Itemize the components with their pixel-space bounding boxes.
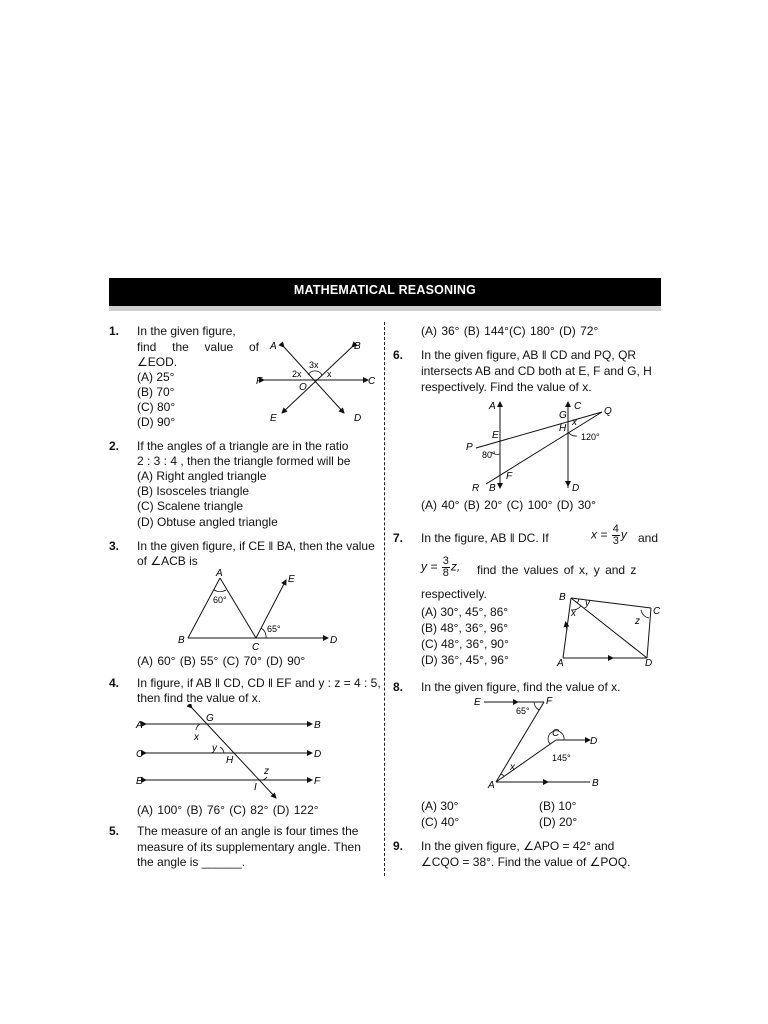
question-1-line-1: In the given figure, (137, 324, 236, 338)
angle-y: y (585, 598, 590, 609)
question-5-number: 5. (109, 824, 120, 838)
question-2-line-1: If the angles of a triangle are in the ratio (137, 439, 349, 453)
question-6-line-1: In the given figure, AB ‖ CD and PQ, QR (421, 348, 637, 362)
question-1-option-a: (A) 25° (137, 370, 175, 384)
label-d: D (330, 635, 338, 646)
angle-65: 65° (516, 706, 530, 716)
angle-z: z (635, 616, 640, 627)
label-g: G (559, 410, 567, 421)
question-4-line-1: In figure, if AB ‖ CD, CD ‖ EF and y : z = 4 : 5, (137, 676, 381, 690)
question-1-line-3: ∠EOD. (137, 355, 178, 369)
label-d: D (314, 749, 322, 760)
angle-z: z (264, 766, 269, 777)
question-7-x-equation (591, 524, 627, 547)
question-7-number: 7. (393, 531, 404, 545)
label-b: B (354, 341, 361, 352)
question-8-option-c: (C) 40° (421, 815, 460, 829)
label-d: D (590, 736, 598, 747)
label-b: B (178, 635, 185, 646)
label-q: Q (604, 406, 612, 417)
section-title: MATHEMATICAL REASONING (293, 283, 477, 297)
banner-shadow (109, 306, 661, 311)
y-equals: y = (421, 559, 438, 574)
label-c: C (653, 606, 661, 617)
y-var: y (620, 527, 627, 542)
label-b: B (489, 483, 496, 494)
question-1-option-c: (C) 80° (137, 400, 176, 414)
label-c: C (368, 376, 376, 387)
label-a: A (557, 658, 564, 668)
question-9-line-1: In the given figure, ∠APO = 42° and (421, 839, 615, 853)
section-banner (109, 278, 661, 306)
question-1-line-2 (137, 340, 259, 355)
word: value (204, 340, 234, 354)
label-d: D (645, 658, 653, 668)
question-6-figure (462, 396, 622, 494)
question-4-line-2: then find the value of x. (137, 691, 262, 705)
question-3-line-2: of ∠ACB is (137, 554, 198, 568)
label-o: O (299, 382, 307, 393)
question-8-option-d: (D) 20° (539, 815, 578, 829)
denominator: 8 (442, 567, 449, 579)
question-7-option-b: (B) 48°, 36°, 96° (421, 621, 509, 635)
question-8-figure (470, 694, 610, 792)
question-9-number: 9. (393, 839, 404, 853)
label-d: D (354, 413, 362, 424)
question-7-figure (545, 590, 665, 668)
question-7-option-a: (A) 30°, 45°, 86° (421, 605, 509, 619)
label-f: F (314, 776, 321, 787)
question-7-line-1: In the figure, AB ‖ DC. If (421, 531, 549, 545)
question-1-number: 1. (109, 324, 120, 338)
question-1-option-b: (B) 70° (137, 385, 175, 399)
question-3-line-1: In the given figure, if CE ‖ BA, then the value (137, 539, 375, 553)
question-5-line-1: The measure of an angle is four times the (137, 824, 359, 838)
label-a: A (270, 341, 277, 352)
question-3-options: (A) 60° (B) 55° (C) 70° (D) 90° (137, 654, 306, 668)
numerator: 3 (442, 555, 449, 567)
label-a: A (488, 780, 495, 791)
question-6-number: 6. (393, 348, 404, 362)
label-f: F (256, 376, 263, 387)
numerator: 4 (612, 523, 619, 535)
question-3-number: 3. (109, 539, 120, 553)
question-5-line-3: the angle is ______. (137, 855, 246, 869)
word: the (172, 340, 189, 354)
question-2-line-2: 2 : 3 : 4 , then the triangle formed will be (137, 454, 351, 468)
question-2-number: 2. (109, 439, 120, 453)
angle-x: x (510, 762, 515, 773)
label-d: D (572, 483, 580, 494)
question-8-line-1: In the given figure, find the value of x. (421, 680, 621, 694)
label-c: C (552, 728, 560, 739)
question-5-line-2: measure of its supplementary angle. Then (137, 840, 361, 854)
z-var: z, (450, 559, 461, 574)
angle-120: 120° (581, 432, 600, 442)
angle-y: y (212, 743, 217, 754)
question-1-option-d: (D) 90° (137, 415, 176, 429)
label-i: I (254, 782, 257, 793)
question-7-option-c: (C) 48°, 36°, 90° (421, 637, 509, 651)
label-b: B (314, 720, 321, 731)
denominator: 3 (612, 535, 619, 547)
angle-145: 145° (552, 753, 571, 763)
question-7-line-2: find the values of x, y and z (477, 563, 637, 577)
angle-3x: 3x (309, 360, 319, 370)
word: of (248, 340, 259, 354)
question-6-line-2: intersects AB and CD both at E, F and G, H (421, 364, 652, 378)
question-1-figure (250, 335, 385, 427)
question-3-figure (170, 566, 345, 652)
question-9-line-2: ∠CQO = 38°. Find the value of ∠POQ. (421, 855, 631, 869)
angle-x: x (571, 608, 576, 619)
question-6-line-3: respectively. Find the value of x. (421, 380, 592, 394)
question-2-option-d: (D) Obtuse angled triangle (137, 515, 278, 529)
label-f: F (506, 471, 513, 482)
question-7-line-3: respectively. (421, 587, 487, 601)
angle-2x: 2x (292, 369, 302, 379)
label-h: H (559, 423, 567, 434)
question-8-option-a: (A) 30° (421, 799, 459, 813)
word: find (137, 340, 157, 354)
label-b: B (592, 778, 599, 789)
question-7-option-d: (D) 36°, 45°, 96° (421, 653, 509, 667)
question-4-number: 4. (109, 676, 120, 690)
label-h: H (226, 755, 234, 766)
label-f: F (546, 696, 553, 707)
angle-x: x (327, 369, 332, 379)
angle-x: x (572, 417, 577, 428)
label-c: C (574, 401, 582, 412)
label-e: E (270, 413, 277, 424)
question-5-options: (A) 36° (B) 144°(C) 180° (D) 72° (421, 324, 599, 338)
question-2-option-a: (A) Right angled triangle (137, 469, 267, 483)
question-8-option-b: (B) 10° (539, 799, 577, 813)
question-4-options: (A) 100° (B) 76° (C) 82° (D) 122° (137, 803, 319, 817)
label-a: A (216, 568, 223, 579)
question-7-y-equation (421, 556, 460, 579)
x-equals: x = (591, 527, 608, 542)
question-2-option-b: (B) Isosceles triangle (137, 484, 250, 498)
angle-65: 65° (267, 624, 281, 634)
label-e: E (474, 697, 481, 708)
label-r: R (472, 483, 480, 494)
question-6-options: (A) 40° (B) 20° (C) 100° (D) 30° (421, 498, 596, 512)
label-a: A (489, 401, 496, 412)
label-b: B (559, 592, 566, 603)
label-p: P (466, 442, 473, 453)
label-a: A (136, 720, 143, 731)
angle-60: 60° (213, 595, 227, 605)
question-8-number: 8. (393, 680, 404, 694)
question-7-and: and (638, 531, 659, 545)
fraction-3-8 (442, 556, 450, 579)
label-c: C (136, 749, 144, 760)
fraction-4-3 (612, 524, 620, 547)
angle-x: x (194, 732, 199, 743)
label-e: E (136, 776, 143, 787)
label-e: E (288, 574, 295, 585)
label-g: G (206, 713, 214, 724)
angle-80: 80° (482, 450, 496, 460)
label-e: E (492, 430, 499, 441)
question-2-option-c: (C) Scalene triangle (137, 499, 244, 513)
label-c: C (252, 642, 260, 652)
question-4-figure (134, 704, 329, 800)
